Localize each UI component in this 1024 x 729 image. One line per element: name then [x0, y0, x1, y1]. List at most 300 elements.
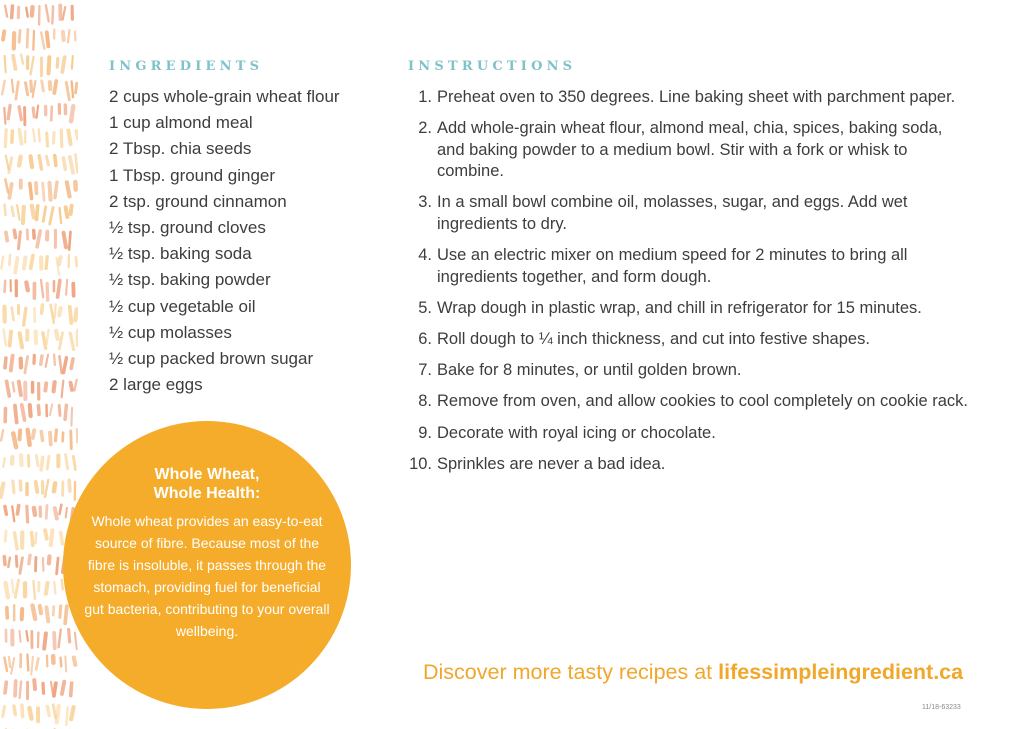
instruction-step [408, 87, 968, 109]
brush-stroke [71, 655, 77, 667]
brush-stroke [22, 306, 28, 327]
brush-stroke [12, 704, 17, 716]
brush-stroke [74, 30, 77, 41]
brush-stroke [3, 656, 8, 672]
brush-stroke [11, 479, 16, 494]
brush-stroke [71, 5, 74, 21]
brush-stroke [33, 480, 39, 494]
website-link[interactable]: lifessimpleingredient.ca [718, 660, 964, 684]
brush-stroke [38, 5, 41, 26]
brush-stroke [65, 507, 69, 519]
brush-stroke [17, 331, 24, 350]
brush-stroke [68, 230, 72, 250]
recipes-cta [423, 660, 963, 685]
brush-stroke [74, 632, 78, 651]
brush-stroke [9, 353, 15, 372]
ingredient-item: ½ tsp. ground cloves [109, 218, 266, 238]
brush-stroke [17, 6, 21, 19]
brush-stroke [60, 128, 64, 148]
brush-stroke [17, 230, 22, 250]
brush-stroke [49, 403, 54, 416]
brush-stroke [61, 30, 66, 43]
brush-stroke [64, 180, 72, 199]
brush-stroke [63, 403, 68, 421]
brush-stroke [19, 653, 22, 668]
brush-stroke [4, 379, 11, 398]
brush-stroke [73, 378, 78, 391]
brush-stroke [45, 328, 50, 345]
brush-stroke [37, 404, 41, 417]
brush-stroke [11, 78, 15, 93]
brush-stroke [12, 31, 17, 51]
brush-stroke [69, 357, 75, 371]
brush-stroke [71, 55, 74, 70]
brush-stroke [74, 481, 77, 501]
brush-stroke [0, 255, 4, 270]
step-number: 7. [418, 361, 432, 380]
brush-stroke [76, 428, 78, 443]
brush-stroke [1, 29, 7, 42]
step-number: 2. [418, 119, 432, 138]
ingredient-list [109, 84, 340, 398]
ingredient-item: ½ cup vegetable oil [109, 296, 256, 316]
brush-stroke [31, 505, 37, 517]
brush-stroke [65, 279, 68, 296]
brush-stroke [33, 329, 38, 345]
brush-stroke [3, 107, 7, 125]
brush-stroke [39, 354, 44, 366]
brush-stroke [26, 653, 29, 671]
brush-stroke [44, 605, 50, 623]
brush-stroke [56, 57, 60, 69]
brush-stroke [45, 404, 48, 418]
brush-stroke [33, 307, 36, 323]
brush-stroke [3, 580, 10, 600]
brush-stroke [15, 279, 18, 297]
brush-stroke [28, 181, 34, 200]
brush-stroke [8, 254, 11, 267]
brush-stroke [15, 555, 19, 568]
step-number: 8. [418, 392, 432, 411]
brush-stroke [4, 530, 8, 543]
step-text: Use an electric mixer on medium speed for 2 minutes to bring all ingredients together, and form dough. [437, 246, 908, 286]
brush-stroke [35, 229, 42, 249]
brush-stroke [63, 604, 69, 625]
brush-stroke [35, 454, 40, 468]
brush-stroke [23, 581, 27, 599]
brush-stroke [3, 356, 8, 370]
brush-stroke [17, 105, 23, 122]
step-text: Preheat oven to 350 degrees. Line baking sheet with parchment paper. [437, 88, 956, 106]
brush-stroke [8, 329, 14, 347]
brush-stroke [47, 554, 52, 566]
brush-stroke [41, 682, 45, 695]
brush-stroke [53, 353, 56, 366]
brush-stroke [37, 154, 43, 171]
brush-stroke [64, 655, 67, 672]
brush-stroke [67, 628, 71, 644]
brush-stroke [26, 55, 29, 70]
brush-stroke [25, 482, 28, 496]
brush-stroke [46, 55, 51, 75]
step-text: In a small bowl combine oil, molasses, sugar, and eggs. Add wet ingredients to dry. [437, 193, 908, 233]
instructions-heading: INSTRUCTIONS [408, 59, 577, 74]
brush-stroke [32, 354, 36, 365]
brush-stroke [2, 457, 6, 468]
brush-stroke [1, 79, 7, 95]
brush-stroke [11, 53, 18, 71]
brush-stroke [42, 557, 45, 572]
brush-stroke [28, 403, 33, 418]
brush-stroke [53, 28, 56, 39]
brush-stroke [18, 479, 22, 492]
step-number: 1. [418, 88, 432, 106]
brush-stroke [18, 630, 21, 643]
brush-stroke [65, 81, 71, 102]
brush-stroke [40, 79, 45, 93]
brush-stroke [45, 154, 50, 166]
brush-stroke [30, 603, 38, 622]
ingredient-item: 2 Tbsp. chia seeds [109, 139, 252, 159]
brush-stroke [19, 179, 23, 190]
brush-stroke [20, 530, 25, 550]
ingredient-item: ½ cup packed brown sugar [109, 349, 314, 369]
brush-stroke [66, 128, 73, 146]
brush-stroke [19, 453, 24, 467]
brush-stroke [3, 504, 9, 516]
brush-stroke [17, 154, 23, 168]
brush-stroke [42, 205, 48, 223]
brush-stroke [53, 180, 59, 199]
brush-stroke [25, 6, 29, 18]
brush-stroke [43, 381, 48, 393]
brush-stroke [72, 455, 77, 471]
brush-stroke [11, 381, 15, 393]
brush-stroke [10, 4, 14, 19]
brush-stroke [52, 506, 59, 521]
brush-stroke [18, 357, 23, 370]
brush-stroke [26, 28, 29, 49]
brush-stroke [13, 679, 18, 698]
brush-stroke [58, 604, 62, 619]
instruction-list [408, 87, 968, 485]
brush-stroke [36, 706, 40, 723]
brush-stroke [52, 631, 57, 650]
brush-stroke [44, 4, 50, 23]
brush-stroke [28, 154, 34, 170]
brush-stroke [58, 207, 62, 225]
brush-stroke [26, 681, 29, 700]
brush-stroke [61, 356, 68, 375]
step-text: Remove from oven, and allow cookies to cool completely on cookie rack. [437, 392, 969, 411]
brush-stroke [24, 280, 30, 293]
brush-stroke [38, 128, 41, 142]
brush-stroke [74, 129, 78, 141]
ingredient-item: ½ tsp. baking soda [109, 244, 252, 264]
brush-stroke [58, 404, 62, 417]
brush-stroke [61, 431, 64, 442]
brush-stroke [26, 228, 29, 240]
brush-stroke [46, 455, 51, 471]
brush-stroke [10, 129, 14, 144]
brush-stroke [2, 555, 7, 567]
cta-text: Discover more tasty recipes at [423, 660, 713, 684]
brush-stroke [40, 56, 43, 77]
brush-stroke [44, 255, 49, 270]
step-number: 6. [418, 329, 432, 348]
brush-stroke [10, 279, 12, 292]
instruction-step [408, 360, 968, 382]
brush-stroke [6, 103, 12, 120]
brush-stroke [73, 307, 78, 323]
brush-stroke [53, 328, 60, 341]
brush-stroke [68, 254, 70, 268]
brush-stroke [51, 5, 54, 25]
brush-stroke [53, 581, 56, 595]
step-number: 9. [418, 423, 432, 442]
ingredient-item: 1 cup almond meal [109, 113, 253, 133]
brush-stroke [21, 205, 26, 226]
brush-stroke [43, 528, 49, 541]
brush-stroke [52, 605, 55, 616]
step-text: Decorate with royal icing or chocolate. [437, 423, 716, 442]
instruction-step [408, 245, 968, 288]
brush-stroke [35, 104, 39, 119]
brush-stroke [51, 380, 57, 394]
brush-strokes-graphic [0, 0, 78, 729]
brush-stroke [27, 454, 30, 468]
brush-stroke [39, 255, 43, 270]
brush-stroke [58, 103, 61, 115]
brush-stroke [74, 82, 78, 95]
brush-stroke [63, 205, 69, 219]
brush-stroke [68, 155, 76, 175]
brush-stroke [37, 581, 40, 593]
brush-stroke [0, 481, 6, 499]
brush-stroke [44, 478, 50, 498]
brush-stroke [60, 55, 67, 74]
brush-stroke [57, 628, 62, 648]
brush-stroke [15, 503, 20, 515]
ingredient-item: ½ cup molasses [109, 322, 232, 342]
brush-stroke [45, 282, 49, 302]
brush-stroke [52, 79, 58, 95]
brush-stroke [53, 154, 58, 168]
brush-stroke [0, 429, 4, 442]
callout-title-line1: Whole Wheat, [154, 466, 260, 483]
brush-stroke [67, 478, 72, 493]
step-number: 5. [418, 298, 432, 317]
brush-stroke [73, 180, 78, 192]
brush-stroke [60, 679, 67, 696]
callout-title [103, 465, 311, 503]
brush-stroke [25, 505, 29, 524]
instruction-step [408, 298, 968, 320]
brush-stroke [20, 703, 25, 718]
brush-stroke [10, 629, 14, 647]
brush-stroke [4, 55, 7, 74]
brush-stroke [51, 481, 57, 494]
brush-stroke [45, 131, 49, 147]
ingredient-item: ½ tsp. baking powder [109, 270, 271, 290]
brush-stroke [18, 29, 22, 44]
brush-stroke [45, 30, 51, 48]
step-text: Roll dough to ¼ inch thickness, and cut into festive shapes. [437, 329, 870, 348]
brush-stroke [59, 656, 62, 667]
brush-stroke [41, 480, 44, 495]
brush-stroke [50, 105, 53, 121]
brush-stroke [56, 278, 62, 299]
brush-stroke [10, 455, 15, 466]
brush-stroke [69, 429, 73, 450]
callout-title-line2: Whole Health: [153, 485, 261, 502]
brush-stroke [10, 306, 15, 322]
brush-stroke [64, 103, 68, 115]
brush-stroke [39, 430, 44, 443]
brush-stroke [69, 104, 76, 124]
brush-stroke [76, 329, 78, 348]
instruction-step [408, 423, 968, 445]
brush-stroke [20, 403, 27, 423]
brush-stroke [61, 480, 64, 496]
brush-stroke [45, 704, 51, 717]
brush-stroke [41, 182, 45, 202]
brush-stroke [65, 706, 69, 726]
brush-stroke [70, 80, 74, 98]
brush-stroke [35, 657, 40, 671]
brush-stroke [48, 431, 53, 447]
brush-stroke [11, 579, 15, 594]
brush-stroke [47, 181, 52, 202]
brush-stroke [44, 581, 50, 597]
brush-stroke [32, 229, 36, 240]
brush-stroke [20, 53, 24, 65]
brush-stroke [30, 656, 34, 676]
brush-stroke [14, 578, 21, 599]
brush-stroke [74, 256, 78, 268]
brush-stroke [11, 431, 19, 450]
step-text: Bake for 8 minutes, or until golden brown. [437, 361, 742, 380]
brush-stroke [69, 705, 76, 722]
brush-stroke [53, 280, 56, 293]
brush-stroke [58, 3, 62, 21]
brush-stroke [7, 556, 12, 568]
brush-stroke [31, 381, 34, 394]
brush-stroke [2, 328, 7, 347]
ingredient-item: 2 tsp. ground cinnamon [109, 191, 287, 211]
brush-stroke [68, 380, 74, 392]
brush-stroke [5, 628, 8, 642]
brush-stroke [3, 279, 6, 293]
brush-stroke [24, 81, 29, 96]
brush-stroke [10, 205, 15, 217]
brush-stroke [4, 128, 8, 148]
ingredients-heading: INGREDIENTS [109, 59, 264, 74]
brush-stroke [11, 505, 16, 522]
document-code: 11/18-63233 [922, 704, 961, 711]
brush-stroke [18, 556, 24, 575]
brush-stroke [68, 203, 74, 216]
brush-stroke [39, 505, 42, 517]
brush-stroke [32, 678, 37, 691]
brush-stroke [68, 331, 75, 351]
callout-body: Whole wheat provides an easy-to-eat source of fibre. Because most of the fibre is insoluble, it passes through the stomach, providing fuel for beneficial gut bacteria, contributing to your overall wellbeing. [84, 513, 330, 639]
brush-stroke [32, 128, 36, 143]
brush-stroke [30, 5, 35, 18]
brush-stroke [45, 504, 49, 520]
brush-stroke [48, 80, 53, 92]
brush-stroke [40, 303, 45, 315]
step-text: Sprinkles are never a bad idea. [437, 454, 666, 473]
step-number: 3. [418, 193, 432, 212]
brush-stroke [51, 654, 56, 665]
brush-stroke [13, 604, 16, 622]
brush-stroke [40, 31, 46, 50]
brush-stroke [70, 407, 73, 427]
brush-stroke [23, 355, 29, 375]
brush-stroke [54, 229, 57, 249]
brush-stroke [14, 80, 20, 100]
brush-stroke [25, 329, 29, 342]
brush-stroke [40, 279, 45, 299]
brush-stroke [46, 655, 49, 668]
brush-stroke [48, 528, 54, 547]
brush-stroke [61, 156, 67, 171]
brush-stroke [58, 503, 63, 515]
instruction-step [408, 192, 968, 235]
decorative-brush-pattern [0, 0, 78, 729]
ingredient-item: 2 cups whole-grain wheat flour [109, 87, 340, 106]
brush-stroke [71, 282, 75, 298]
brush-stroke [64, 453, 69, 470]
brush-stroke [13, 256, 20, 275]
brush-stroke [35, 204, 40, 222]
brush-stroke [67, 29, 71, 44]
instruction-step [408, 454, 968, 476]
step-text: Add whole-grain wheat flour, almond meal, chia, spices, baking soda, and baking powder to a medium bowl. Stir with a fork or whisk to combine. [437, 119, 943, 181]
brush-stroke [32, 30, 35, 51]
brush-stroke [17, 379, 24, 397]
instruction-step [408, 329, 968, 351]
brush-stroke [53, 303, 57, 319]
brush-stroke [56, 454, 60, 469]
brush-stroke [22, 255, 28, 271]
instruction-step [408, 391, 968, 413]
brush-stroke [61, 230, 68, 249]
brush-stroke [2, 304, 7, 323]
ingredient-item: 1 Tbsp. ground ginger [109, 165, 276, 185]
brush-stroke [48, 206, 55, 226]
brush-stroke [52, 131, 56, 145]
brush-stroke [42, 631, 48, 651]
brush-stroke [55, 556, 59, 575]
brush-stroke [31, 428, 37, 440]
brush-stroke [4, 4, 9, 18]
whole-wheat-callout [63, 421, 351, 709]
brush-stroke [3, 203, 7, 216]
brush-stroke [34, 531, 37, 544]
brush-stroke [31, 106, 35, 118]
brush-stroke [18, 680, 22, 699]
brush-stroke [17, 128, 24, 146]
brush-stroke [37, 382, 40, 401]
brush-stroke [17, 304, 20, 315]
brush-stroke [29, 253, 36, 270]
brush-stroke [54, 428, 58, 442]
brush-stroke [29, 56, 35, 76]
brush-stroke [34, 181, 38, 195]
brush-stroke [37, 631, 40, 648]
